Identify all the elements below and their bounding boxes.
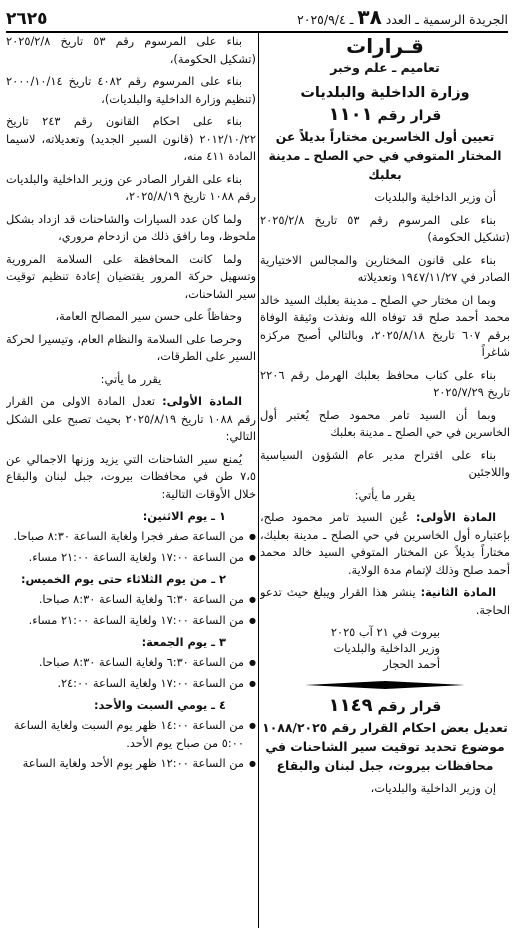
recital: ولما كانت المحافظة على السلامة المرورية وتسهيل حركة المرور يقتضيان إعادة تنظيم توقيت سير الشاحنات، xyxy=(6,251,256,301)
decision-label: قرار رقم xyxy=(377,108,442,124)
section-title: قـرارات xyxy=(346,34,424,58)
recital: بناء على كتاب محافظ بعلبك الهرمل رقم ٢٢٠٦ تاريخ ٢٠٢٥/٧/٢٩ xyxy=(260,367,510,399)
article-text: ينشر هذا القرار ويبلغ حيث تدعو الحاجة. xyxy=(260,585,510,617)
page-number: ٢٦٢٥ xyxy=(6,9,48,29)
signature-place-date: بيروت في ٢١ آب ٢٠٢٥ xyxy=(330,625,440,639)
recital: بناء على اقتراح مدير عام الشؤون السياسية واللاجئين xyxy=(260,447,510,479)
day-heading: ٤ ـ يومي السبت والأحد: xyxy=(94,698,226,712)
signature-name: أحمد الحجار xyxy=(383,657,440,671)
column-divider xyxy=(258,33,259,928)
page-header xyxy=(6,5,508,33)
decision-subject: تعيين أول الخاسرين مختاراً بديلاً عن المختار المتوفي في حي الصلح ـ مدينة بعلبك xyxy=(268,129,502,182)
ornament-divider xyxy=(305,679,465,691)
recital: بناء على احكام القانون رقم ٢٤٣ تاريخ ٢٠١٢/١٠/٢٢ (قانون السير الجديد) وتعديلاته، لاسيما المادة ٤١١ منه، xyxy=(6,114,256,163)
day-heading: ٢ ـ من يوم الثلاثاء حتى يوم الخميس: xyxy=(20,572,226,586)
issue-date: ـ ٢٠٢٥/٩/٤ xyxy=(297,12,354,27)
recital: بناء على المرسوم رقم ٤٠٨٢ تاريخ ٢٠٠٠/١٠/١٤ (تنظيم وزارة الداخلية والبلديات)، xyxy=(6,74,256,106)
decision-number xyxy=(260,104,510,127)
time-range-item: ● من الساعة ١٧:٠٠ ولغاية الساعة ٢٤:٠٠. xyxy=(6,675,256,693)
recital: وبما أن السيد تامر محمود صلح يُعتبر أول الخاسرين في حي الصلح ـ مدينة بعلبك xyxy=(260,407,510,439)
section-subtitle: تعاميم ـ علم وخبر xyxy=(330,60,440,75)
left-column xyxy=(6,33,256,930)
article-text: عُين السيد تامر محمود صلح، بإعتباره أول الخاسرين في حي الصلح ـ مدينة بعلبك، مختاراً بديلاً عن المختار المتوفي السيد خالد محمد أحمد صلح وذلك لإتمام مدة الولاية. xyxy=(260,510,510,577)
time-range-item: ● من الساعة ١٤:٠٠ ظهر يوم السبت ولغاية الساعة ٥:٠٠ من صباح يوم الأحد. xyxy=(6,717,256,752)
journal-header xyxy=(297,5,508,29)
time-range-item: ● من الساعة ٦:٣٠ ولغاية الساعة ٨:٣٠ صباحا. xyxy=(6,591,256,609)
rule-text: يُمنع سير الشاحنات التي يزيد وزنها الاجمالي عن ٧،٥ طن في محافظات بيروت، جبل لبنان والبقاع خلال الأوقات التالية: xyxy=(6,451,256,501)
time-range-item: ● من الساعة ١٧:٠٠ ولغاية الساعة ٢١:٠٠ مساء. xyxy=(6,612,256,630)
article-1 xyxy=(6,393,256,446)
time-range-item: ● من الساعة ٦:٣٠ ولغاية الساعة ٨:٣٠ صباحا. xyxy=(6,654,256,672)
decides-heading: يقرر ما يأتي: xyxy=(100,371,162,386)
decision-number-value: ١١٤٩ xyxy=(328,695,373,716)
decision-subject: تعديل بعض احكام القرار رقم ١٠٨٨/٢٠٢٥ موضوع تحديد توقيت سير الشاحنات في محافظات بيروت، جبل لبنان والبقاع xyxy=(262,720,508,773)
recital: بناء على المرسوم رقم ٥٣ تاريخ ٢٠٢٥/٢/٨ (تشكيل الحكومة)، xyxy=(6,34,256,66)
article-text: تعدل المادة الاولى من القرار رقم ١٠٨٨ تاريخ ٢٠٢٥/٨/١٩ بحيث تصبح على الشكل التالي: xyxy=(6,394,256,443)
decision-number-value: ١١٠١ xyxy=(328,104,373,125)
day-heading: ٣ ـ يوم الجمعة: xyxy=(141,635,226,649)
signature-block xyxy=(260,624,510,672)
decision-intro: أن وزير الداخلية والبلديات xyxy=(374,190,496,204)
recital: ولما كان عدد السيارات والشاحنات قد ازداد بشكل ملحوظ، وما رافق ذلك من ازدحام مروري، xyxy=(6,211,256,243)
recital: بناء على قانون المختارين والمجالس الاختيارية الصادر في ١٩٤٧/١١/٢٧ وتعديلاته xyxy=(260,252,510,284)
article-2 xyxy=(260,584,510,619)
day-heading: ١ ـ يوم الاثنين: xyxy=(142,509,226,523)
article-label: المادة الأولى: xyxy=(162,394,242,408)
time-range-item: ● من الساعة ١٢:٠٠ ظهر يوم الأحد ولغاية الساعة xyxy=(6,755,256,773)
decision-intro: إن وزير الداخلية والبلديات، xyxy=(370,781,496,795)
decision-label: قرار رقم xyxy=(377,699,442,715)
article-label: المادة الأولى: xyxy=(415,510,496,524)
time-range-item: ● من الساعة صفر فجرا ولغاية الساعة ٨:٣٠ صباحا. xyxy=(6,528,256,546)
time-range-item: ● من الساعة ١٧:٠٠ ولغاية الساعة ٢١:٠٠ مساء. xyxy=(6,549,256,567)
recital: وبما ان مختار حي الصلح ـ مدينة بعلبك السيد خالد محمد أحمد صلح قد توفاه الله ونفذت وثيقة الوفاة برقم ٦٠٧ تاريخ ٢٠٢٥/٨/١٨، وبالتالي أصبح مركزه شاغراً xyxy=(260,292,510,359)
decision-number xyxy=(260,695,510,718)
ministry-title: وزارة الداخلية والبلديات xyxy=(300,85,470,101)
recital: وحفاظاً على حسن سير المصالح العامة، xyxy=(55,309,242,323)
right-column xyxy=(260,33,510,930)
recital: وحرصا على السلامة والنظام العام، وتيسيرا لحركة السير على الطرقات، xyxy=(6,331,256,363)
issue-number: ٣٨ xyxy=(357,5,382,29)
recital: بناء على المرسوم رقم ٥٣ تاريخ ٢٠٢٥/٢/٨ (تشكيل الحكومة) xyxy=(260,212,510,244)
journal-name: الجريدة الرسمية ـ العدد xyxy=(385,12,508,27)
recital: بناء على القرار الصادر عن وزير الداخلية والبلديات رقم ١٠٨٨ تاريخ ٢٠٢٥/٨/١٩، xyxy=(6,171,256,203)
article-1 xyxy=(260,509,510,579)
article-label: المادة الثانية: xyxy=(420,585,496,599)
signature-role: وزير الداخلية والبلديات xyxy=(333,641,440,655)
decides-heading: يقرر ما يأتي: xyxy=(354,487,416,502)
